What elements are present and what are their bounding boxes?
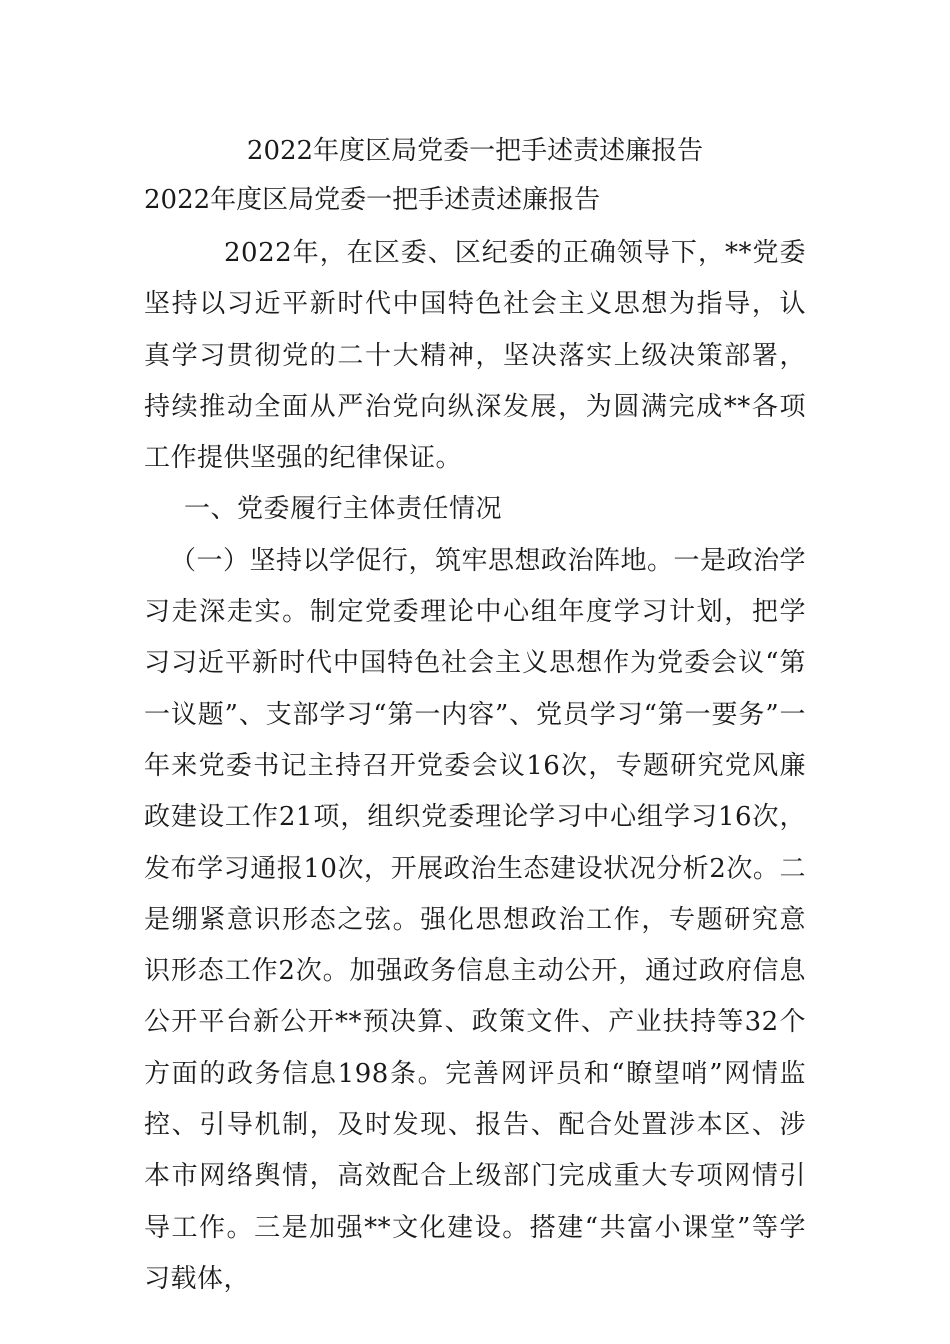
subsection-paragraph: （一）坚持以学促行，筑牢思想政治阵地。一是政治学习走深走实。制定党委理论中心组年度学习计划，把学习习近平新时代中国特色社会主义思想作为党委会议“第一议题”、支部学习“第一内容”、党员学习“第一要务”一年来党委书记主持召开党委会议16次，专题研究党风廉政建设工作21项，组织党委理论学习中心组学习16次，发布学习通报10次，开展政治生态建设状况分析2次。二是绷紧意识形态之弦。强化思想政治工作，专题研究意识形态工作2次。加强政务信息主动公开，通过政府信息公开平台新公开**预决算、政策文件、产业扶持等32个方面的政务信息198条。完善网评员和“瞭望哨”网情监控、引导机制，及时发现、报告、配合处置涉本区、涉本市网络舆情，高效配合上级部门完成重大专项网情引导工作。三是加强**文化建设。搭建“共富小课堂”等学习载体， — [144, 545, 807, 1294]
document-body — [144, 228, 806, 1305]
section-heading: 一、党委履行主体责任情况 — [184, 494, 503, 525]
intro-paragraph: 2022年，在区委、区纪委的正确领导下，**党委坚持以习近平新时代中国特色社会主义思想为指导，认真学习贯彻党的二十大精神，坚决落实上级决策部署，持续推动全面从严治党向纵深发展，为圆满完成**各项工作提供坚强的纪律保证。 — [144, 238, 806, 474]
document-subtitle: 2022年度区局党委一把手述责述廉报告 — [144, 185, 601, 215]
document-title: 2022年度区局党委一把手述责述廉报告 — [246, 136, 704, 166]
